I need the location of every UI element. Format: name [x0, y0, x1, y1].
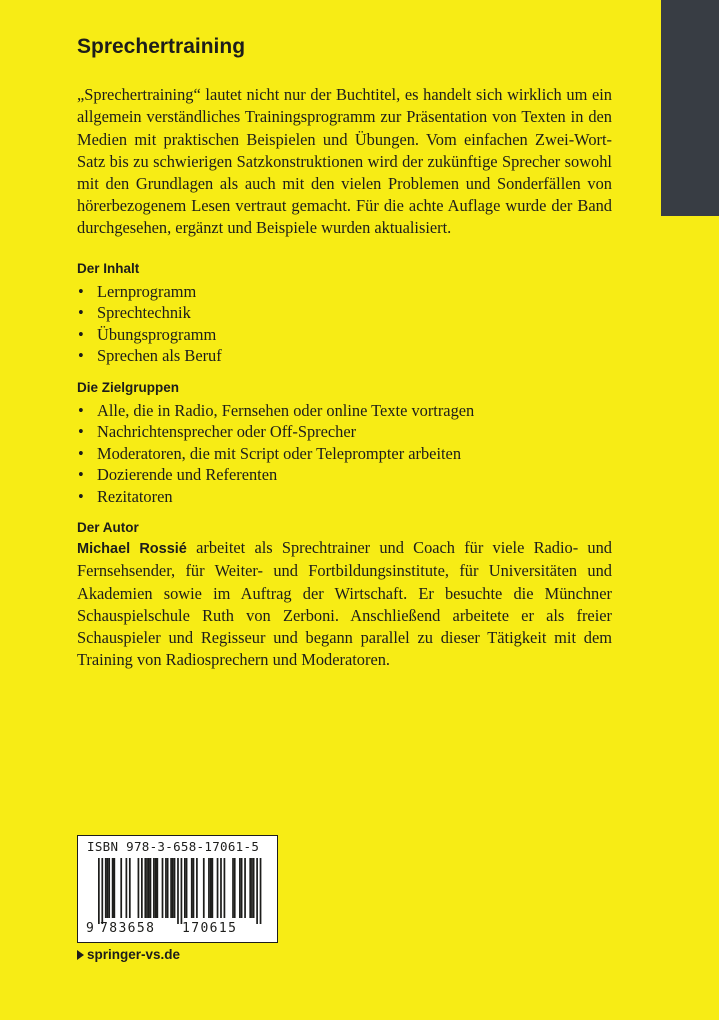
barcode-bar	[156, 858, 158, 918]
barcode-bar	[208, 858, 210, 918]
barcode-bar	[220, 858, 222, 918]
list-item: • Lernprogramm	[77, 281, 612, 303]
barcode-bar	[120, 858, 122, 918]
website-text: springer-vs.de	[87, 947, 181, 962]
barcode-bar	[172, 858, 174, 918]
barcode-bar	[177, 858, 179, 924]
ean-first-digit: 9	[86, 921, 94, 936]
barcode-bar	[129, 858, 131, 918]
barcode-bar	[260, 858, 262, 924]
barcode-bar	[146, 858, 148, 918]
barcode-bar	[217, 858, 219, 918]
list-item: • Sprechtechnik	[77, 302, 612, 324]
barcode-bar	[148, 858, 150, 918]
barcode-bar	[138, 858, 140, 918]
barcode-bar	[141, 858, 143, 918]
corner-color-block	[661, 0, 719, 216]
author-bio: arbeitet als Sprechtrainer und Coach für viele Radio- und Fernsehsender, für Weiter- und Fortbildungsinstitute, für Universitäten und Akademien sowie im Auftrag der Wirtschaft. Er besuchte die Münchner Schauspielschule Ruth von Zerboni. Anschließend arbeitete er als freier Schauspieler und Regisseur und begann parallel zu dieser Tätigkeit mit dem Training von Radiosprechern und Moderatoren.	[77, 538, 612, 670]
barcode-bar	[210, 858, 212, 918]
ean-right-digits: 170615	[182, 921, 238, 936]
list-item: • Sprechen als Beruf	[77, 345, 612, 367]
barcode-bar	[239, 858, 241, 918]
isbn-label: ISBN 978-3-658-17061-5	[87, 839, 260, 854]
publisher-website[interactable]	[77, 947, 180, 962]
barcode-bar	[162, 858, 164, 918]
barcode-bar	[203, 858, 205, 918]
isbn-barcode	[77, 835, 278, 943]
barcode-bar	[249, 858, 251, 918]
list-item: • Dozierende und Referenten	[77, 464, 612, 486]
intro-paragraph: „Sprechertraining“ lautet nicht nur der Buchtitel, es handelt sich wirklich um ein allgemein verständliches Trainingsprogramm zur Präsentation von Texten in den Medien mit praktischen Beispielen und Übungen. Vom einfachen Zwei-Wort-Satz bis zu schwierigen Satzkonstruktionen wird der zukünftige Sprecher sowohl mit den Grundlagen als auch mit den vielen Problemen und Sonderfällen von hörerbezogenem Lesen vertraut gemacht. Für die achte Auflage wurde der Band durchgesehen, ergänzt und Beispiele wurden aktualisiert.	[77, 85, 612, 238]
author-paragraph	[77, 537, 612, 671]
barcode-bar	[150, 858, 152, 918]
barcode-bar	[253, 858, 255, 918]
barcode-bar	[153, 858, 155, 918]
barcode-bar	[126, 858, 128, 918]
barcode-bar	[196, 858, 198, 918]
barcode-bars	[86, 858, 270, 924]
barcode-bar	[105, 858, 107, 918]
barcode-bar	[174, 858, 176, 918]
barcode-bar	[232, 858, 234, 918]
barcode-bar	[107, 858, 109, 918]
barcode-bar	[144, 858, 146, 918]
book-title: Sprechertraining	[77, 35, 246, 58]
barcode-bar	[101, 858, 103, 924]
barcode-bar	[112, 858, 114, 918]
barcode-bar	[186, 858, 188, 918]
list-item: • Moderatoren, die mit Script oder Teleprompter arbeiten	[77, 443, 612, 465]
list-item: • Nachrichtensprecher oder Off-Sprecher	[77, 421, 612, 443]
barcode-bar	[167, 858, 169, 918]
barcode-bar	[251, 858, 253, 918]
zielgruppen-heading: Die Zielgruppen	[77, 379, 180, 395]
barcode-bar	[241, 858, 243, 918]
author-name: Michael Rossié	[77, 541, 187, 558]
barcode-bar	[113, 858, 115, 918]
list-item: • Alle, die in Radio, Fernsehen oder online Texte vortragen	[77, 400, 612, 422]
autor-heading: Der Autor	[77, 520, 139, 536]
barcode-bar	[98, 858, 100, 924]
barcode-bar	[191, 858, 193, 918]
barcode-bar	[170, 858, 172, 918]
barcode-bar	[224, 858, 226, 918]
zielgruppen-list	[77, 400, 612, 508]
back-cover-content	[77, 34, 612, 671]
barcode-bar	[244, 858, 246, 918]
inhalt-heading: Der Inhalt	[77, 260, 140, 276]
ean-left-digits: 783658	[100, 921, 156, 936]
list-item: • Rezitatoren	[77, 486, 612, 508]
list-item: • Übungsprogramm	[77, 324, 612, 346]
arrow-right-icon	[77, 950, 84, 960]
barcode-bar	[212, 858, 214, 918]
barcode-bar	[184, 858, 186, 918]
barcode-bar	[165, 858, 167, 918]
barcode-bar	[193, 858, 195, 918]
barcode-bar	[108, 858, 110, 918]
inhalt-list	[77, 281, 612, 367]
barcode-bar	[155, 858, 157, 918]
barcode-bar	[256, 858, 258, 924]
barcode-bar	[234, 858, 236, 918]
barcode-bar	[181, 858, 183, 924]
